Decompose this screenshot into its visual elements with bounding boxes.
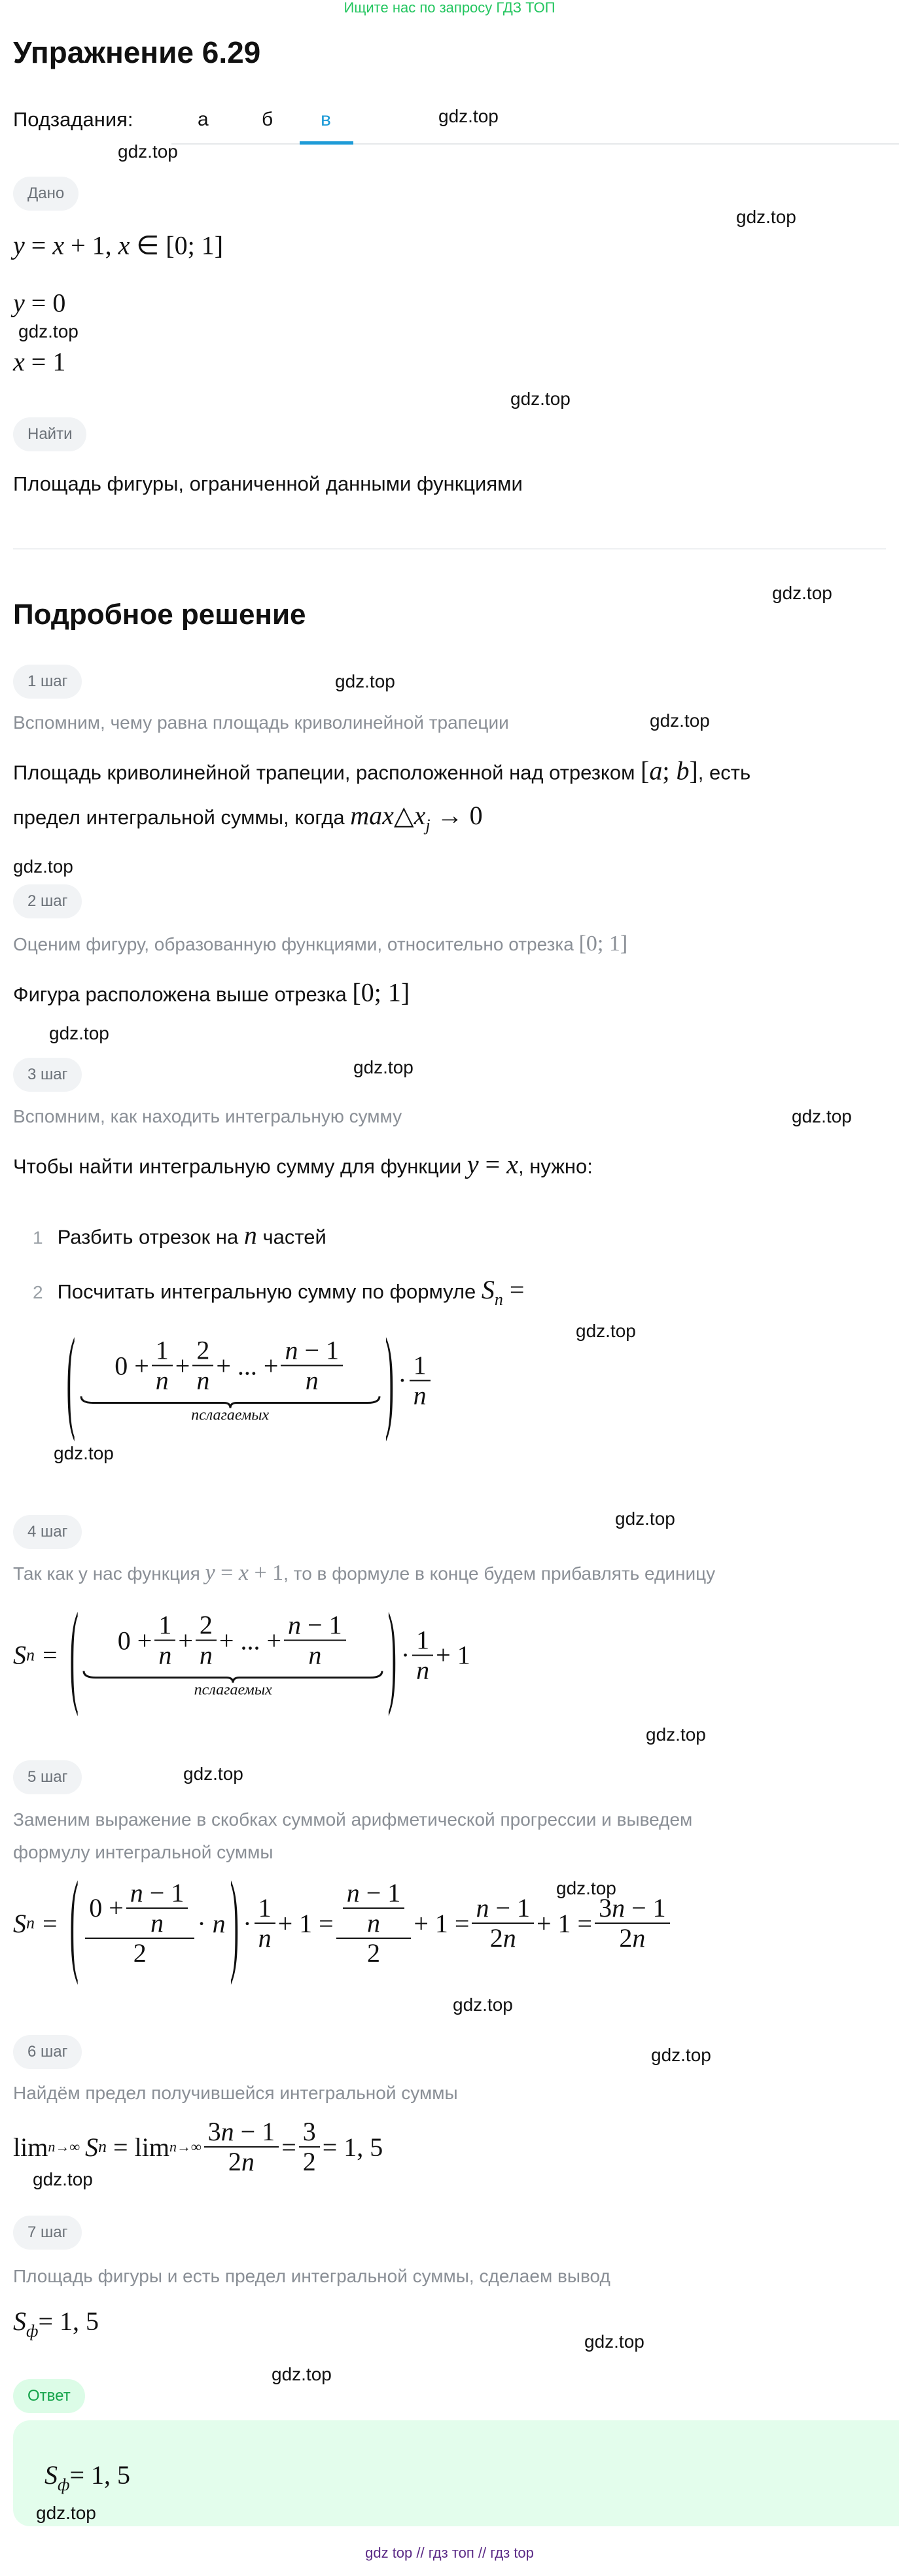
step-3-text: Чтобы найти интегральную сумму для функции y = x, нужно: [13,1149,593,1179]
watermark: gdz.top [33,2169,93,2189]
list-item: 2 Посчитать интегральную сумму по формуле $S_n$ = [33,1275,525,1309]
step-4-badge: 4 шаг [13,1515,82,1549]
watermark: gdz.top [556,1878,616,1898]
tab-v[interactable]: в [321,109,331,130]
find-badge: Найти [13,417,86,451]
watermark: gdz.top [118,141,178,162]
watermark: gdz.top [651,2045,711,2065]
search-banner[interactable]: Ищите нас по запросу ГДЗ ТОП [344,0,555,16]
watermark: gdz.top [650,710,710,731]
watermark: gdz.top [510,389,571,409]
watermark: gdz.top [576,1321,636,1341]
watermark: gdz.top [54,1443,114,1463]
given-eq-3: x = 1 [13,347,66,377]
watermark: gdz.top [453,1994,513,2015]
active-tab-indicator [300,141,353,145]
watermark: gdz.top [353,1057,414,1077]
step-5-hint-line1: Заменим выражение в скобках суммой арифметической прогрессии и выведем [13,1809,693,1830]
step-7-badge: 7 шаг [13,2216,82,2250]
formula-limit: lim n→∞ S n = lim n→∞ $\frac{3n - 1}{2n}$ = $\frac{3}{2}$ = 1, 5 [13,2117,383,2176]
step-6-badge: 6 шаг [13,2035,82,2069]
watermark: gdz.top [18,321,79,341]
step-1-text-line2: предел интегральной суммы, когда $\max\triangle x_j \to 0$ [13,801,483,835]
given-eq-1: y = x + 1, x ∈ [0; 1] [13,230,224,260]
tabs-divider [171,143,899,145]
formula-integral-sum: ( 0 + $\frac{1}{n}$ + $\frac{2}{n}$ + ... + $\frac{n - 1}{n}$ nслагаемых ) · $\frac{1}{n}$ [62,1336,433,1425]
watermark: gdz.top [584,2331,644,2352]
answer-value: $S_ф= 1$, 5 [44,2460,131,2494]
watermark: gdz.top [792,1106,852,1126]
formula-step-4: S n = ( 0 + $\frac{1}{n}$ + $\frac{2}{n}$ + ... + $\frac{n - 1}{n}$ nслагаемых ) · $\frac{1}{n}$ + 1 [13,1591,470,1718]
subtasks-label: Подзадания: [13,108,133,131]
step-5-badge: 5 шаг [13,1760,82,1794]
answer-badge: Ответ [13,2379,85,2413]
watermark: gdz.top [736,207,796,227]
given-badge: Дано [13,177,79,211]
find-text: Площадь фигуры, ограниченной данными функциями [13,472,523,495]
step-7-hint: Площадь фигуры и есть предел интегральной суммы, сделаем вывод [13,2266,610,2286]
watermark: gdz.top [335,671,395,691]
step-3-badge: 3 шаг [13,1058,82,1092]
step-1-hint: Вспомним, чему равна площадь криволинейной трапеции [13,712,509,733]
watermark: gdz.top [646,1724,706,1745]
tab-b[interactable]: б [262,109,273,130]
watermark: gdz.top [183,1764,243,1784]
watermark: gdz.top [772,583,832,603]
tab-a[interactable]: а [198,109,209,130]
watermark: gdz.top [36,2503,96,2523]
watermark: gdz.top [615,1508,675,1529]
section-divider [13,548,886,549]
given-eq-2: y = 0 [13,288,66,318]
page-title: Упражнение 6.29 [13,35,261,69]
step-4-hint: Так как у нас функция y = x + 1, то в формуле в конце будем прибавлять единицу [13,1561,716,1585]
list-item: 1 Разбить отрезок на n частей [33,1220,326,1250]
step-3-hint: Вспомним, как находить интегральную сумму [13,1106,402,1126]
watermark: gdz.top [49,1023,109,1043]
formula-step-5: S n = ( 0 + $\frac{n - 1}{n}$ 2 · n ) · $\frac{1}{n}$ + 1 = $\frac{\frac{n - 1}{n}}{2}$ + 1 = $\frac{n - 1}{2n}$ + 1 = $\frac{3n - 1}{2n}$ [13,1879,673,1968]
step-1-text-line1: Площадь криволинейной трапеции, расположенной над отрезком [a; b], есть [13,756,751,786]
watermark: gdz.top [272,2364,332,2384]
step-7-result: $S_ф= 1$, 5 [13,2306,99,2341]
step-2-badge: 2 шаг [13,884,82,918]
watermark: gdz.top [438,106,499,126]
answer-box [13,2420,899,2526]
step-5-hint-line2: формулу интегральной суммы [13,1842,273,1862]
watermark: gdz.top [13,856,73,877]
step-1-badge: 1 шаг [13,665,82,699]
solution-title: Подробное решение [13,599,306,631]
step-6-hint: Найдём предел получившейся интегральной суммы [13,2083,458,2103]
step-2-hint: Оценим фигуру, образованную функциями, относительно отрезка [0; 1] [13,931,628,956]
step-2-text: Фигура расположена выше отрезка [0; 1] [13,977,410,1007]
footer-links[interactable]: gdz top // гдз топ // гдз top [365,2545,534,2561]
